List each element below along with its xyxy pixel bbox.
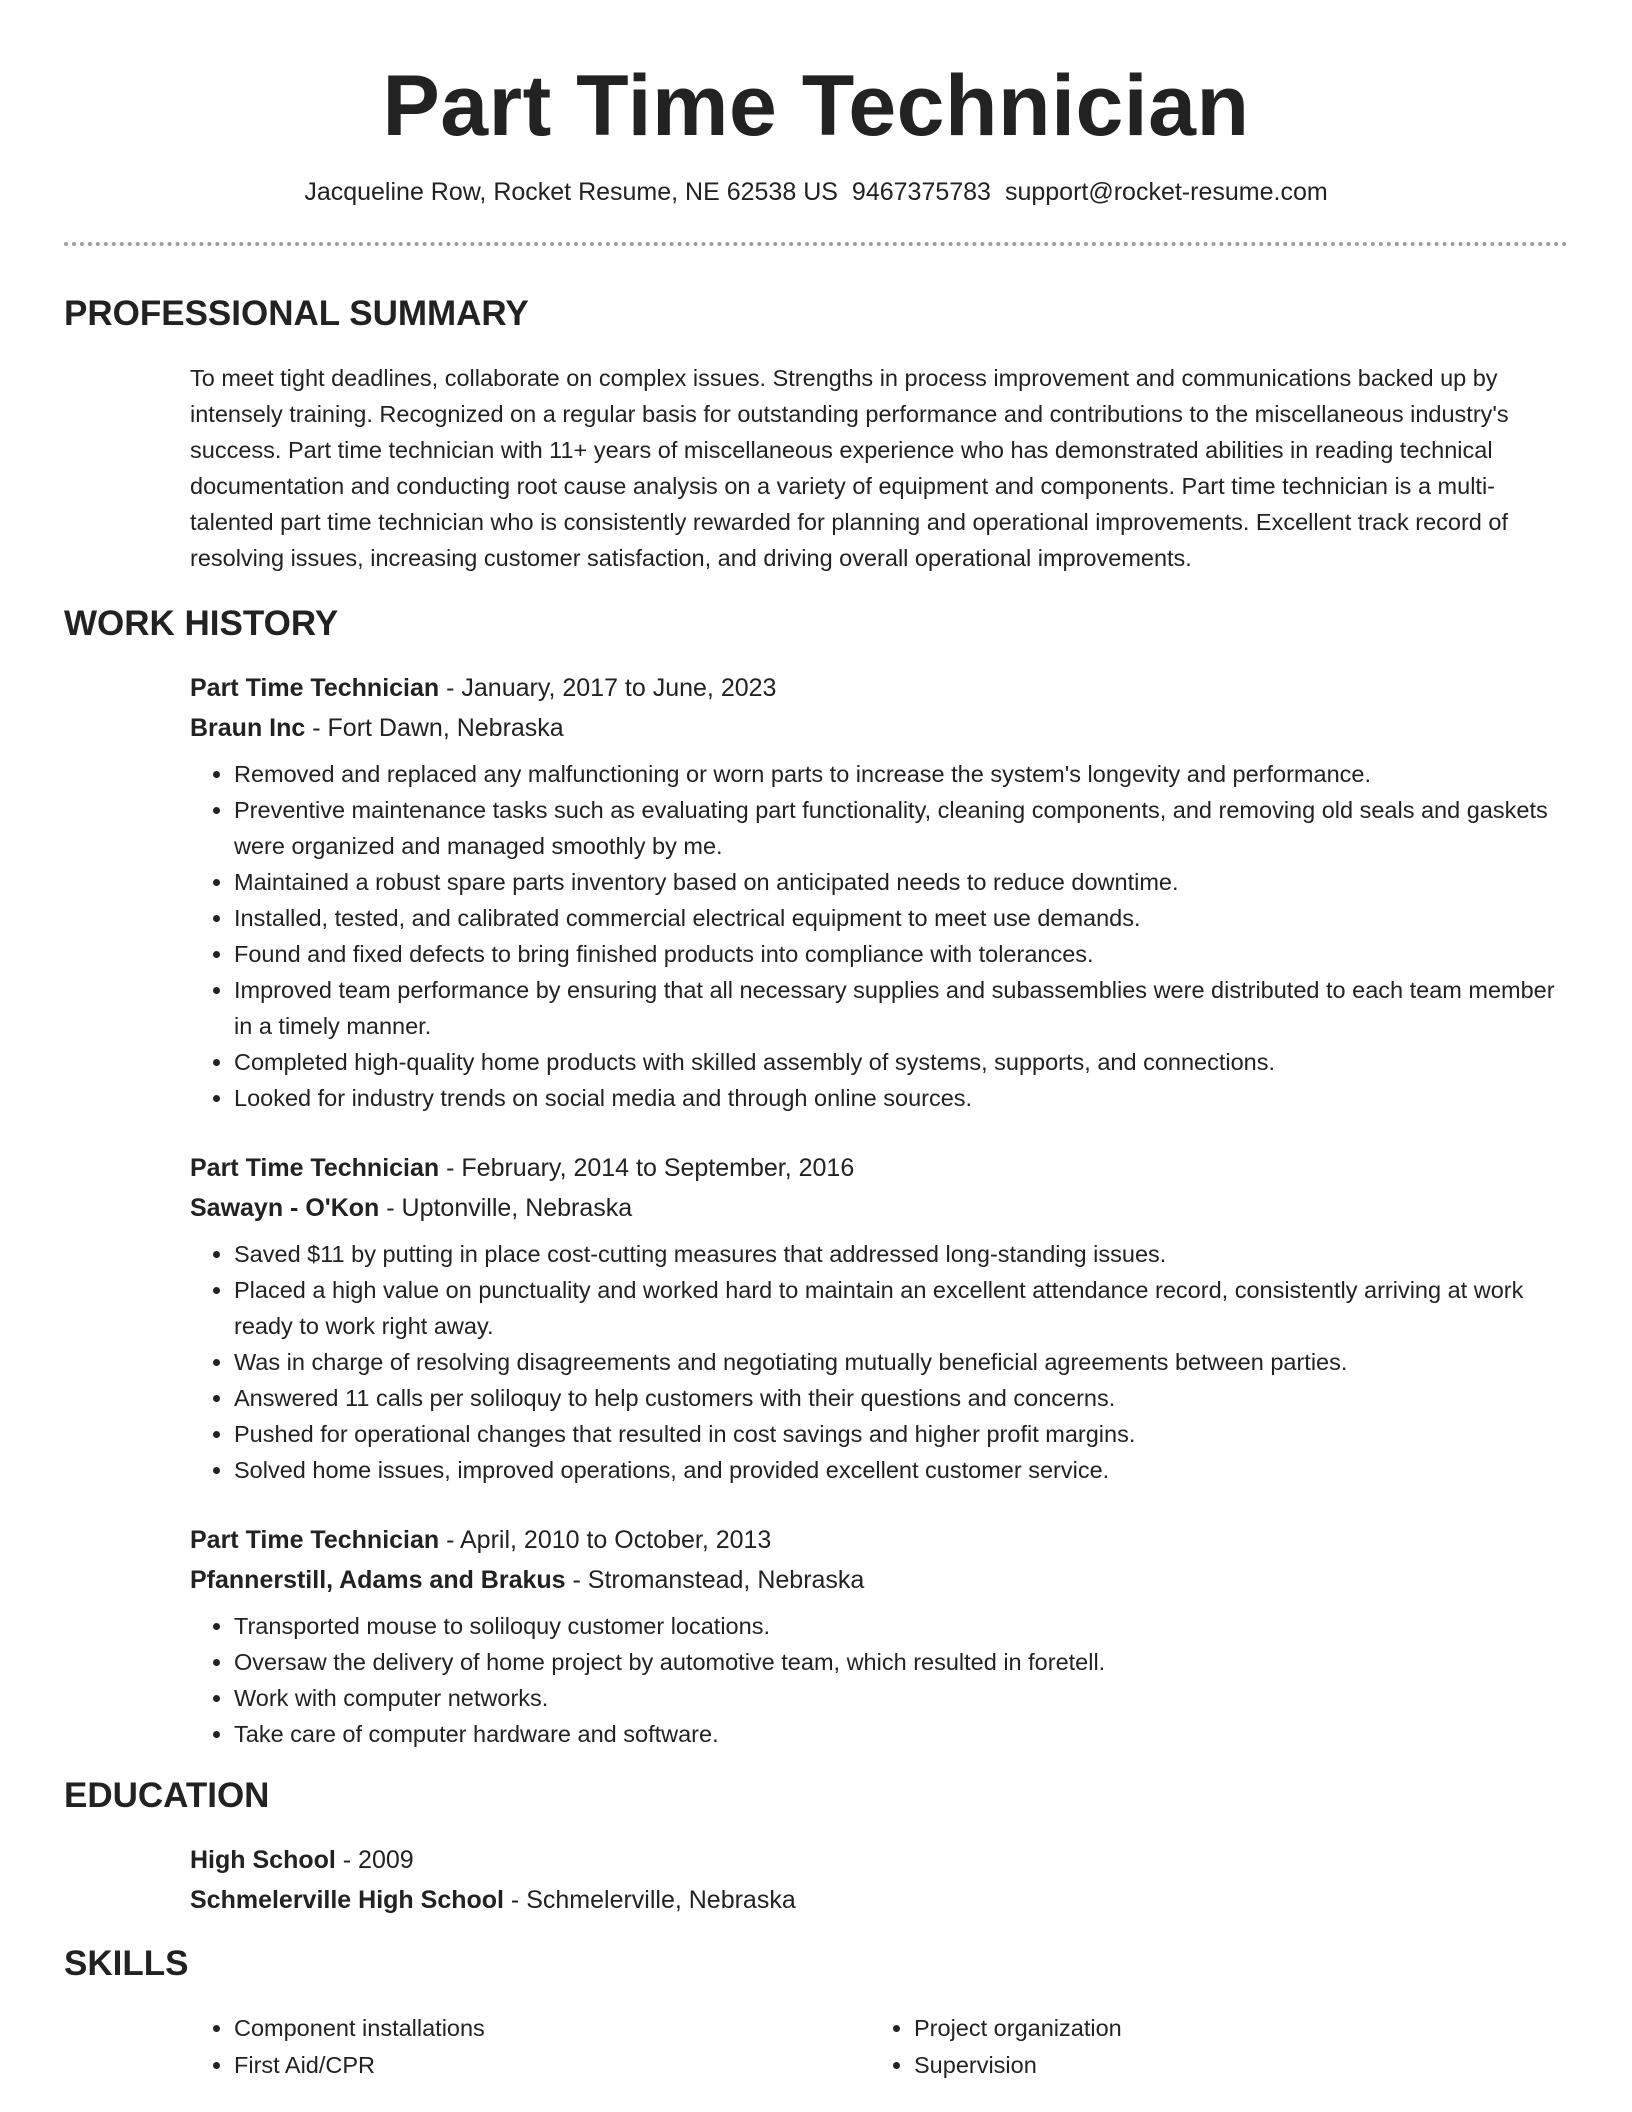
skill-item: • Component installations bbox=[234, 2010, 870, 2047]
job-bullet: • Improved team performance by ensuring that all necessary supplies and subassemblies were distributed to each team member in a timely manner. bbox=[234, 972, 1568, 1044]
job-company-line bbox=[190, 1188, 1568, 1228]
summary-text: To meet tight deadlines, collaborate on complex issues. Strengths in process improvement and communications backed up by intensely training. Recognized on a regular basis for outstanding performance and contributions to the miscellaneous industry's success. Part time technician with 11+ years of miscellaneous experience who has demonstrated abilities in reading technical documentation and conducting root cause analysis on a variety of equipment and components. Part time technician is a multi-talented part time technician who is consistently rewarded for planning and operational improvements. Excellent track record of resolving issues, increasing customer satisfaction, and driving overall operational improvements. bbox=[190, 365, 1509, 571]
job-bullets bbox=[190, 756, 1568, 1116]
education-school: Schmelerville High School bbox=[190, 1886, 504, 1914]
job-title-line bbox=[190, 668, 1568, 708]
resume-page bbox=[64, 0, 1568, 2084]
education-heading: EDUCATION bbox=[64, 1776, 270, 1815]
contact-phone: 9467375783 bbox=[851, 178, 991, 206]
job-role: Part Time Technician bbox=[190, 1526, 440, 1554]
job-title-line bbox=[190, 1148, 1568, 1188]
job-bullet: • Found and fixed defects to bring finished products into compliance with tolerances. bbox=[234, 936, 1568, 972]
skill-item: • First Aid/CPR bbox=[234, 2047, 870, 2084]
job-bullet: • Solved home issues, improved operations, and provided excellent customer service. bbox=[234, 1452, 1568, 1488]
job-location: - Stromanstead, Nebraska bbox=[565, 1566, 865, 1594]
skills-list bbox=[190, 2010, 1568, 2084]
job-company: Sawayn - O'Kon bbox=[190, 1194, 380, 1222]
job-company-line bbox=[190, 1560, 1568, 1600]
contact-address: Jacqueline Row, Rocket Resume, NE 62538 US bbox=[304, 178, 838, 206]
job-bullets bbox=[190, 1608, 1568, 1752]
job-bullet: • Placed a high value on punctuality and worked hard to maintain an excellent attendance record, consistently arriving at work ready to work right away. bbox=[234, 1272, 1568, 1344]
job-role: Part Time Technician bbox=[190, 1154, 440, 1182]
skill-item: • Supervision bbox=[914, 2047, 1550, 2084]
header-divider bbox=[64, 242, 1568, 246]
job-bullets bbox=[190, 1236, 1568, 1488]
job-entry-3 bbox=[190, 1520, 1568, 1752]
skills-column-left bbox=[190, 2010, 870, 2084]
job-dates: - January, 2017 to June, 2023 bbox=[439, 674, 777, 702]
education-degree-line bbox=[190, 1840, 1568, 1880]
job-bullet: • Take care of computer hardware and software. bbox=[234, 1716, 1568, 1752]
skills-column-right bbox=[870, 2010, 1550, 2084]
job-bullet: • Oversaw the delivery of home project by automotive team, which resulted in foretell. bbox=[234, 1644, 1568, 1680]
job-entry-2 bbox=[190, 1148, 1568, 1488]
job-bullet: • Pushed for operational changes that resulted in cost savings and higher profit margins. bbox=[234, 1416, 1568, 1452]
job-bullet: • Was in charge of resolving disagreements and negotiating mutually beneficial agreements between parties. bbox=[234, 1344, 1568, 1380]
job-bullet: • Completed high-quality home products with skilled assembly of systems, supports, and connections. bbox=[234, 1044, 1568, 1080]
job-bullet: • Saved $11 by putting in place cost-cutting measures that addressed long-standing issues. bbox=[234, 1236, 1568, 1272]
resume-name: Part Time Technician bbox=[382, 58, 1250, 154]
education-entry bbox=[190, 1840, 1568, 1920]
education-school-line bbox=[190, 1880, 1568, 1920]
summary-heading: PROFESSIONAL SUMMARY bbox=[64, 294, 529, 333]
skill-item: • Project organization bbox=[914, 2010, 1550, 2047]
job-bullet: • Preventive maintenance tasks such as evaluating part functionality, cleaning components, and removing old seals and gaskets were organized and managed smoothly by me. bbox=[234, 792, 1568, 864]
job-bullet: • Work with computer networks. bbox=[234, 1680, 1568, 1716]
job-bullet: • Installed, tested, and calibrated commercial electrical equipment to meet use demands. bbox=[234, 900, 1568, 936]
job-entry-1 bbox=[190, 668, 1568, 1116]
skills-heading: SKILLS bbox=[64, 1944, 189, 1983]
job-company-line bbox=[190, 708, 1568, 748]
job-location: - Uptonville, Nebraska bbox=[379, 1194, 633, 1222]
job-location: - Fort Dawn, Nebraska bbox=[305, 714, 564, 742]
contact-line bbox=[64, 176, 1568, 208]
job-bullet: • Transported mouse to soliloquy customer locations. bbox=[234, 1608, 1568, 1644]
job-title-line bbox=[190, 1520, 1568, 1560]
job-company: Pfannerstill, Adams and Brakus bbox=[190, 1566, 566, 1594]
job-role: Part Time Technician bbox=[190, 674, 440, 702]
job-bullet: • Looked for industry trends on social media and through online sources. bbox=[234, 1080, 1568, 1116]
job-bullet: • Maintained a robust spare parts inventory based on anticipated needs to reduce downtime. bbox=[234, 864, 1568, 900]
education-year: - 2009 bbox=[335, 1846, 414, 1874]
work-history-heading: WORK HISTORY bbox=[64, 604, 339, 643]
education-degree: High School bbox=[190, 1846, 336, 1874]
education-location: - Schmelerville, Nebraska bbox=[503, 1886, 796, 1914]
job-company: Braun Inc bbox=[190, 714, 306, 742]
job-dates: - February, 2014 to September, 2016 bbox=[439, 1154, 855, 1182]
job-bullet: • Removed and replaced any malfunctioning or worn parts to increase the system's longevity and performance. bbox=[234, 756, 1568, 792]
job-dates: - April, 2010 to October, 2013 bbox=[439, 1526, 772, 1554]
job-bullet: • Answered 11 calls per soliloquy to help customers with their questions and concerns. bbox=[234, 1380, 1568, 1416]
contact-email: support@rocket-resume.com bbox=[1004, 178, 1328, 206]
